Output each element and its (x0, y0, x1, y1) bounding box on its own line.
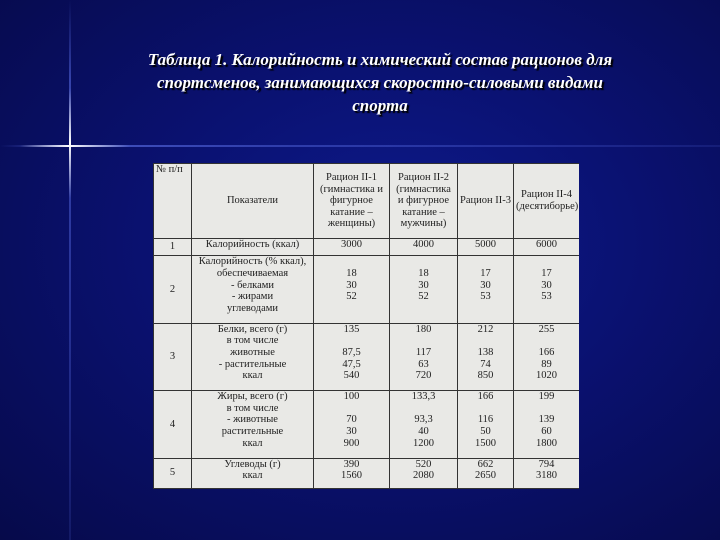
value-line (392, 256, 455, 268)
value-line: 2080 (413, 470, 434, 482)
value-line: 520 (415, 458, 432, 470)
value-line (316, 335, 387, 347)
value-line: 1800 (536, 437, 557, 449)
value-cell-r3 (458, 458, 514, 488)
value-line: 18 (346, 267, 357, 279)
value-line (460, 403, 511, 415)
indicator-cell (192, 323, 314, 390)
value-cell-r4 (514, 391, 580, 458)
value-line: 50 (480, 425, 491, 437)
value-line: 47,5 (342, 358, 361, 370)
value-line (460, 256, 511, 268)
value-cell-r2 (390, 323, 458, 390)
row-number: 3 (154, 323, 192, 390)
value-line: 89 (541, 358, 552, 370)
value-line (392, 335, 455, 347)
value-line: 720 (415, 370, 432, 382)
value-cell-r3 (458, 256, 514, 323)
table-row (154, 323, 580, 390)
indicator-line: в том числе (226, 335, 279, 347)
value-line: 3000 (341, 239, 362, 250)
value-line: 53 (480, 291, 491, 303)
indicator-cell (192, 256, 314, 323)
value-line: 4000 (413, 239, 434, 250)
value-line: 117 (415, 346, 432, 358)
value-cell-r3 (458, 391, 514, 458)
indicator-line: - животные (227, 414, 278, 426)
value-line: 17 (541, 267, 552, 279)
indicator-line: Калорийность (% ккал), обеспечиваемая (198, 256, 307, 279)
indicator-cell (192, 239, 314, 256)
value-cell-r2 (390, 239, 458, 256)
indicator-line: ккал (242, 437, 263, 449)
value-line: 100 (343, 391, 360, 403)
value-line: 662 (477, 458, 494, 470)
sparkle-horizontal (20, 145, 130, 147)
indicator-line: - белками (230, 279, 275, 291)
header-ration-1: Рацион II-1 (гимнастика и фигурное катание – женщины) (314, 164, 390, 239)
value-line: 133,3 (411, 391, 436, 403)
value-line: 900 (343, 437, 360, 449)
indicator-line: Белки, всего (г) (217, 323, 288, 335)
value-line: 30 (541, 279, 552, 291)
value-line: 30 (346, 425, 357, 437)
indicator-line: ккал (242, 470, 263, 482)
value-cell-r4 (514, 458, 580, 488)
value-line: 2650 (475, 470, 496, 482)
value-cell-r4 (514, 256, 580, 323)
value-line: 166 (538, 346, 555, 358)
value-line: 850 (477, 370, 494, 382)
indicator-cell (192, 391, 314, 458)
value-line: 1500 (475, 437, 496, 449)
header-ration-4: Рацион II-4 (десятиборье) (514, 164, 580, 239)
value-cell-r2 (390, 256, 458, 323)
table-row (154, 391, 580, 458)
title-line-3: спорта (352, 96, 408, 115)
value-cell-r1 (314, 256, 390, 323)
value-line (316, 256, 387, 268)
table-row (154, 239, 580, 256)
indicator-line: растительные (221, 425, 284, 437)
value-line: 116 (477, 414, 494, 426)
value-line: 540 (343, 370, 360, 382)
nutrition-table-image (153, 163, 579, 489)
value-line: 63 (418, 358, 429, 370)
header-ration-3: Рацион II-3 (458, 164, 514, 239)
value-cell-r2 (390, 391, 458, 458)
value-cell-r3 (458, 239, 514, 256)
value-line: 1200 (413, 437, 434, 449)
row-number: 4 (154, 391, 192, 458)
row-number: 5 (154, 458, 192, 488)
value-line: 1020 (536, 370, 557, 382)
indicator-line: углеводами (226, 302, 279, 314)
value-line: 40 (418, 425, 429, 437)
indicator-line: - растительные (218, 358, 287, 370)
value-line: 87,5 (342, 346, 361, 358)
title-line-1: Таблица 1. Калорийность и химический состав рационов для (147, 50, 613, 69)
value-line: 390 (343, 458, 360, 470)
value-line: 30 (346, 279, 357, 291)
value-line: 53 (541, 291, 552, 303)
value-line (460, 335, 511, 347)
nutrition-table (153, 163, 579, 489)
value-cell-r1 (314, 458, 390, 488)
value-line: 135 (343, 323, 360, 335)
value-line: 52 (418, 291, 429, 303)
indicator-cell (192, 458, 314, 488)
table-row (154, 458, 580, 488)
value-line: 255 (538, 323, 555, 335)
value-cell-r3 (458, 323, 514, 390)
value-cell-r1 (314, 323, 390, 390)
value-line (516, 256, 577, 268)
value-line: 6000 (536, 239, 557, 250)
indicator-line: в том числе (226, 402, 279, 414)
value-cell-r1 (314, 391, 390, 458)
value-line: 138 (477, 346, 494, 358)
value-line: 199 (538, 391, 555, 403)
indicator-line: Жиры, всего (г) (217, 391, 288, 403)
title-line-2: спортсменов, занимающихся скоростно-силовыми видами (156, 73, 604, 92)
value-line: 3180 (536, 470, 557, 482)
value-line: 30 (418, 279, 429, 291)
value-line: 30 (480, 279, 491, 291)
slide-title (95, 48, 665, 117)
indicator-line: животные (230, 346, 275, 358)
value-cell-r4 (514, 239, 580, 256)
indicator-line: Углеводы (г) (224, 458, 281, 470)
value-line: 74 (480, 358, 491, 370)
value-line: 70 (346, 414, 357, 426)
value-line: 5000 (475, 239, 496, 250)
value-line: 212 (477, 323, 494, 335)
value-line: 52 (346, 291, 357, 303)
value-cell-r1 (314, 239, 390, 256)
value-line: 1560 (341, 470, 362, 482)
value-line (516, 335, 577, 347)
value-line (516, 403, 577, 415)
header-indicator: Показатели (192, 164, 314, 239)
indicator-line: Калорийность (ккал) (205, 239, 300, 250)
value-cell-r4 (514, 323, 580, 390)
value-line (392, 403, 455, 415)
header-ration-2: Рацион II-2 (гимнастика и фигурное катание – мужчины) (390, 164, 458, 239)
row-number: 2 (154, 256, 192, 323)
indicator-line: ккал (242, 370, 263, 382)
sparkle-vertical (69, 88, 71, 198)
value-line: 60 (541, 425, 552, 437)
value-line: 18 (418, 267, 429, 279)
value-cell-r2 (390, 458, 458, 488)
decorative-vertical-line (69, 0, 71, 540)
value-line: 93,3 (414, 414, 433, 426)
value-line: 166 (477, 391, 494, 403)
table-row (154, 256, 580, 323)
value-line: 180 (415, 323, 432, 335)
value-line (316, 403, 387, 415)
header-num: № п/п (154, 164, 192, 239)
value-line: 139 (538, 414, 555, 426)
value-line: 17 (480, 267, 491, 279)
value-line: 794 (538, 458, 555, 470)
row-number: 1 (154, 239, 192, 256)
indicator-line: - жирами (231, 291, 274, 303)
